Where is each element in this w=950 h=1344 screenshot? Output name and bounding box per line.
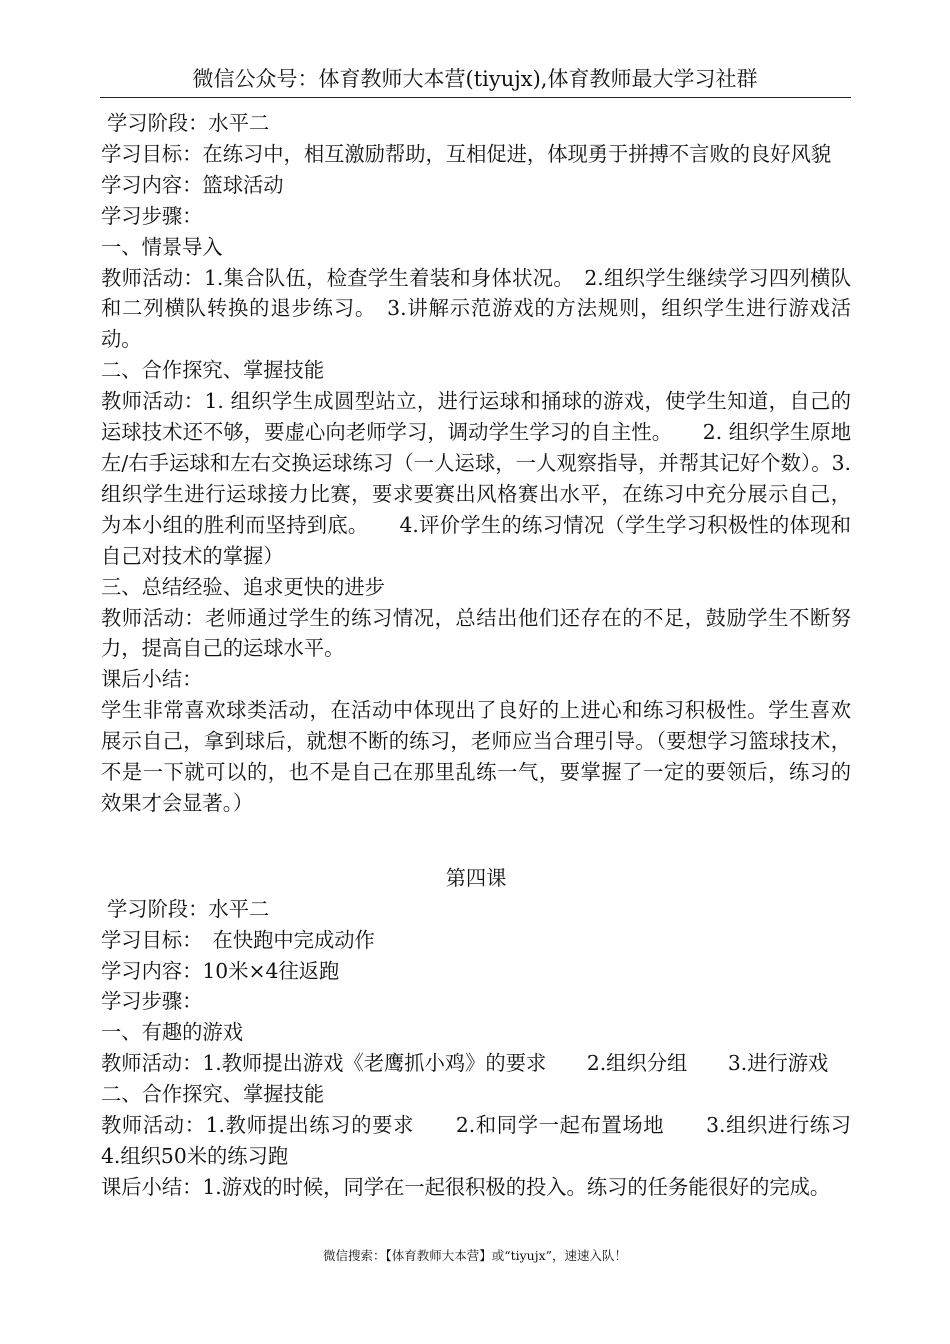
section-spacer xyxy=(101,819,851,863)
lesson4-summary: 课后小结：1.游戏的时候，同学在一起很积极的投入。练习的任务能很好的完成。 xyxy=(101,1174,831,1199)
lesson3-summary-label: 课后小结： xyxy=(101,667,203,692)
lesson4-section2-title: 二、合作探究、掌握技能 xyxy=(101,1082,325,1107)
lesson3-section3-activity: 教师活动：老师通过学生的练习情况，总结出他们还存在的不足，鼓励学生不断努力，提高自己的运球水平。 xyxy=(101,605,851,661)
lesson3-section3-title: 三、总结经验、追求更快的进步 xyxy=(101,574,385,599)
lesson3-section2-activity: 教师活动：1. 组织学生成圆型站立，进行运球和捅球的游戏，使学生知道，自己的运球技术还不够，要虚心向老师学习，调动学生学习的自主性。 2. 组织学生原地左/右手运球和左右交换运球练习（一人运球，一人观察指导，并帮其记好个数）。3. 组织学生进行运球接力比赛，要求要赛出风格赛出水平，在练习中充分展示自己，为本小组的胜利而坚持到底。 4.评价学生的练习情况（学生学习积极性的体现和自己对技术的掌握） xyxy=(101,389,851,568)
lesson3-summary-text: 学生非常喜欢球类活动，在活动中体现出了良好的上进心和练习积极性。学生喜欢展示自己，拿到球后，就想不断的练习，老师应当合理引导。（要想学习篮球技术，不是一下就可以的，也不是自己在那里乱练一气，要掌握了一定的要领后，练习的效果才会显著。） xyxy=(101,698,851,815)
lesson4-title: 第四课 xyxy=(445,865,507,890)
lesson3-section2-title: 二、合作探究、掌握技能 xyxy=(101,358,325,383)
lesson3-content: 学习内容：篮球活动 xyxy=(101,172,284,197)
lesson4-section1-title: 一、有趣的游戏 xyxy=(101,1020,243,1045)
lesson4-steps-label: 学习步骤： xyxy=(101,989,203,1014)
page-header-title: 微信公众号：体育教师大本营(tiyujx),体育教师最大学习社群 xyxy=(192,67,758,91)
lesson4-content: 学习内容：10米×4往返跑 xyxy=(101,958,340,983)
lesson4-section1-activity: 教师活动：1.教师提出游戏《老鹰抓小鸡》的要求 2.组织分组 3.进行游戏 xyxy=(101,1051,829,1076)
lesson3-section1-title: 一、情景导入 xyxy=(101,234,223,259)
lesson4-stage: 学习阶段：水平二 xyxy=(107,896,270,921)
lesson4-section2-activity: 教师活动：1.教师提出练习的要求 2.和同学一起布置场地 3.组织进行练习 4.组织50米的练习跑 xyxy=(101,1113,872,1168)
page-footer-text: 微信搜索：【体育教师大本营】或“tiyujx”，速速入队！ xyxy=(322,1248,628,1263)
lesson3-section1-activity: 教师活动：1.集合队伍，检查学生着装和身体状况。 2.组织学生继续学习四列横队和二列横队转换的退步练习。 3.讲解示范游戏的方法规则，组织学生进行游戏活动。 xyxy=(101,265,851,352)
lesson4-goal: 学习目标： 在快跑中完成动作 xyxy=(101,927,375,952)
header-divider xyxy=(100,97,851,98)
lesson3-stage: 学习阶段：水平二 xyxy=(107,111,270,135)
lesson3-steps-label: 学习步骤： xyxy=(101,203,203,228)
lesson3-goal: 学习目标：在练习中，相互激励帮助，互相促进，体现勇于拼搏不言败的良好风貌 xyxy=(101,141,832,166)
document-body xyxy=(101,108,872,1203)
